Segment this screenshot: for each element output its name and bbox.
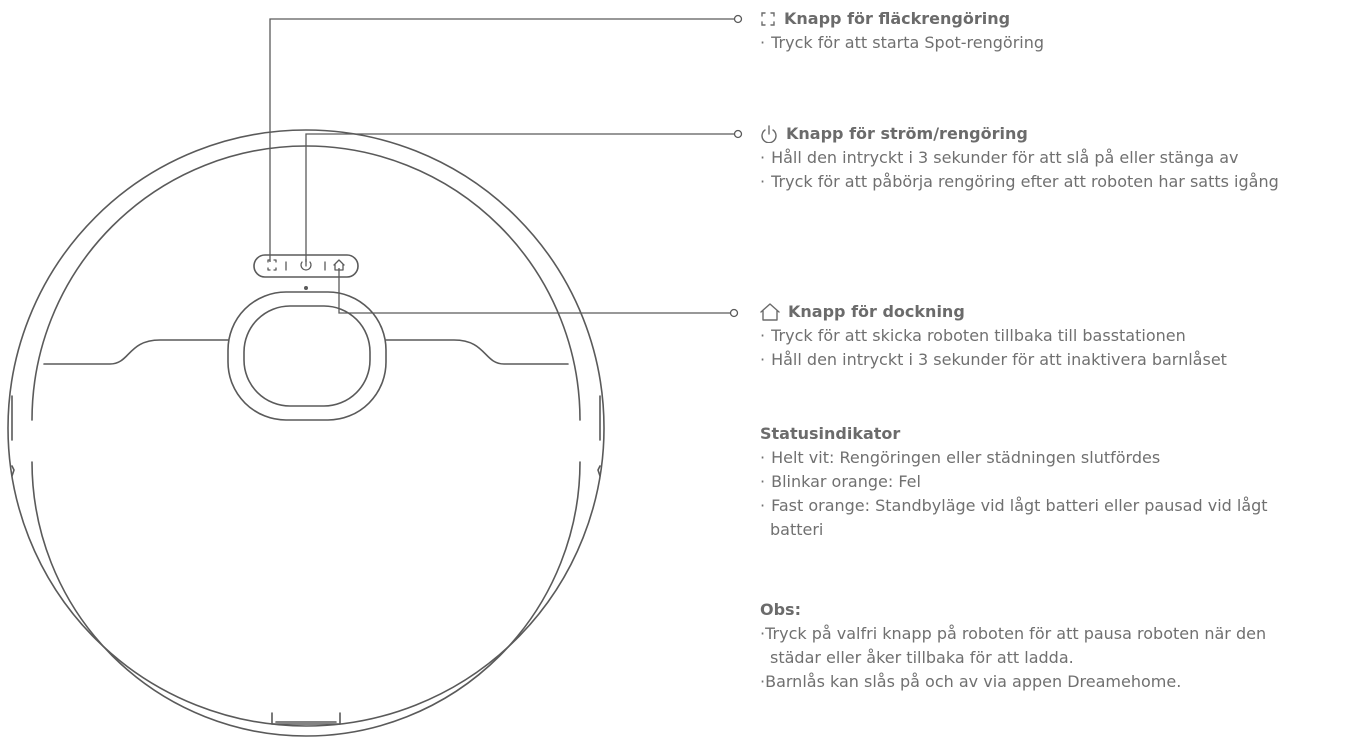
spot-clean-button[interactable] [268,260,276,270]
callout-spot-clean [760,7,1044,55]
list-item: · Tryck för att påbörja rengöring efter att roboten har satts igång [760,172,1279,191]
lds-cover-outer [228,292,386,420]
callout-dock [760,300,1227,372]
callout-dock-title: Knapp för dockning [788,302,965,321]
list-item: · Helt vit: Rengöringen eller städningen slutfördes [760,448,1161,467]
list-item: · Håll den intryckt i 3 sekunder för att slå på eller stänga av [760,148,1239,167]
lds-cover-inner [244,306,370,406]
list-item: batteri [770,520,824,539]
robot-top-cover [32,462,580,736]
bumper-left [12,396,14,476]
spot-clean-icon [760,11,776,27]
note-section [760,598,1266,694]
leader-end-power [735,131,742,138]
list-item: · Håll den intryckt i 3 sekunder för att inaktivera barnlåset [760,350,1227,369]
leader-end-dock [731,310,738,317]
home-icon [760,303,780,321]
leader-line-dock [339,268,730,313]
list-item: · Tryck för att skicka roboten tillbaka till basstationen [760,326,1186,345]
list-item: · Fast orange: Standbyläge vid lågt batteri eller pausad vid lågt [760,496,1268,515]
callout-spot-clean-title: Knapp för fläckrengöring [784,9,1011,28]
bumper-right [598,396,600,476]
note-title: Obs: [760,600,801,619]
leader-line-spot [270,19,734,262]
list-item: ·Tryck på valfri knapp på roboten för att pausa roboten när den [760,624,1267,643]
list-item: städar eller åker tillbaka för att ladda. [770,648,1074,667]
callout-power [760,122,1279,194]
list-item: · Blinkar orange: Fel [760,472,921,491]
callout-power-title: Knapp för ström/rengöring [786,124,1028,143]
spot-clean-icon [268,260,276,270]
leader-end-spot [735,16,742,23]
list-item: · Tryck för att starta Spot-rengöring [760,33,1045,52]
status-section [760,422,1268,542]
lid-line [44,340,568,364]
power-icon [760,125,778,143]
status-indicator-dot [304,286,308,290]
list-item: ·Barnlås kan slås på och av via appen Dreamehome. [760,672,1182,691]
status-title: Statusindikator [760,424,901,443]
